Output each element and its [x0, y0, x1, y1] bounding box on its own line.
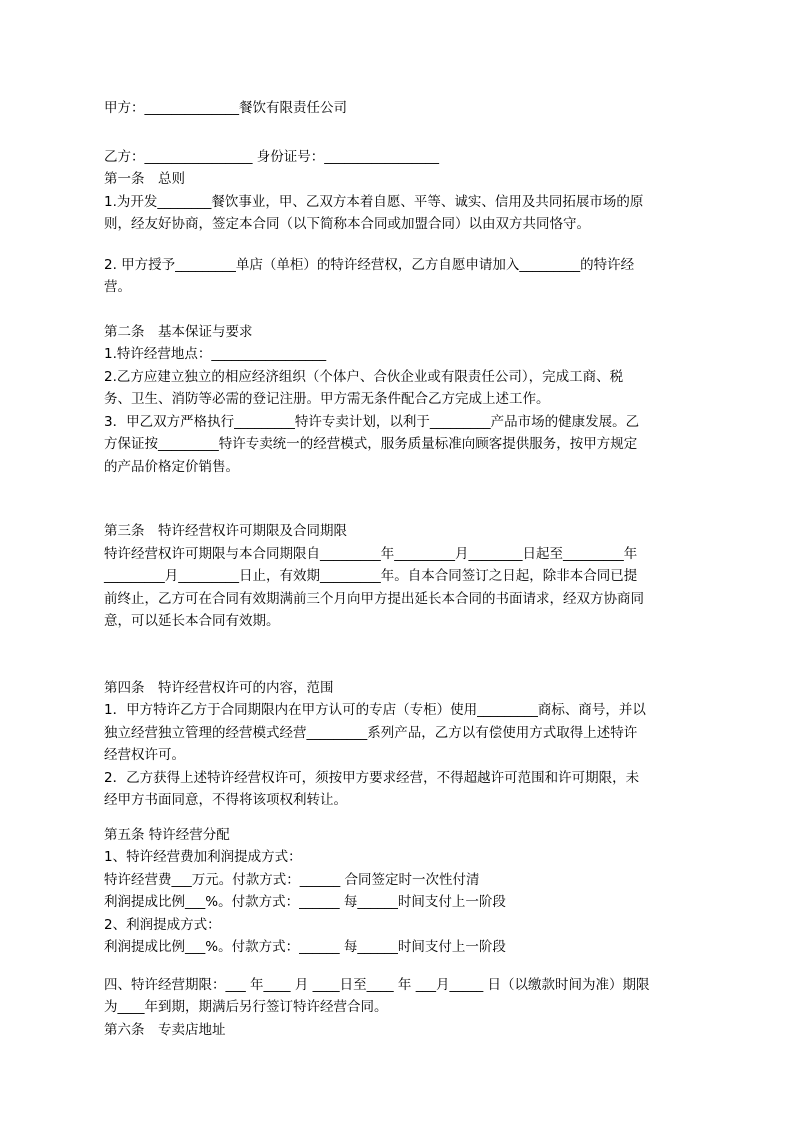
article-2-heading: 第二条 基本保证与要求 — [104, 323, 253, 340]
term-line-cont: 为____年到期，期满后另行签订特许经营合同。 — [104, 999, 388, 1015]
article-3-text-1: 特许经营权许可期限与本合同期限自_________年_________月________日起至_________年 — [104, 545, 638, 562]
article-2-clause-2-cont: 务、卫生、消防等必需的登记注册。甲方需无条件配合乙方完成上述工作。 — [104, 391, 550, 407]
article-4-clause-1-cont: 独立经营独立管理的经营模式经营_________系列产品，乙方以有偿使用方式取得上述特许 — [104, 724, 638, 741]
article-2-clause-2: 2.乙方应建立独立的相应经济组织（个体户、合伙企业或有限责任公司），完成工商、税 — [104, 368, 624, 385]
article-2-clause-3-cont: 方保证按_________特许专卖统一的经营模式，服务质量标准向顾客提供服务，按甲方规定 — [104, 436, 638, 452]
article-3-text-2: _________月_________日止，有效期_________年。自本合同签订之日起，除非本合同已提 — [104, 568, 638, 584]
article-1-heading: 第一条 总则 — [104, 171, 185, 187]
article-5-share-line-2: 利润提成比例___%。付款方式：______ 每______时间支付上一阶段 — [104, 939, 506, 955]
article-4-clause-2-cont: 经甲方书面同意，不得将该项权利转让。 — [104, 792, 347, 808]
article-4-heading: 第四条 特许经营权许可的内容，范围 — [104, 679, 334, 696]
article-5-share-line-1: 利润提成比例___%。付款方式：______ 每______时间支付上一阶段 — [104, 894, 506, 910]
article-1-clause-1-cont: 则，经友好协商，签定本合同（以下简称本合同或加盟合同）以由双方共同恪守。 — [104, 216, 590, 232]
article-5-fee-line: 特许经营费___万元。付款方式：______ 合同签定时一次性付清 — [104, 871, 480, 888]
party-a-line: 甲方：______________餐饮有限责任公司 — [104, 100, 347, 116]
article-1-clause-2: 2. 甲方授予_________单店（单柜）的特许经营权，乙方自愿申请加入_________的特许经 — [104, 256, 635, 273]
article-5-option-2: 2、利润提成方式： — [104, 916, 221, 933]
article-3-heading: 第三条 特许经营权许可期限及合同期限 — [104, 523, 347, 539]
party-b-line: 乙方：________________ 身份证号：_________________ — [104, 148, 440, 165]
article-2-clause-1: 1.特许经营地点：_________________ — [104, 346, 327, 362]
article-4-clause-1-end: 经营权许可。 — [104, 747, 185, 763]
article-5-heading: 第五条 特许经营分配 — [104, 826, 230, 843]
article-3-text-4: 意，可以延长本合同有效期。 — [104, 613, 280, 629]
article-5-option-1: 1、特许经营费加利润提成方式： — [104, 849, 302, 865]
contract-document — [104, 97, 704, 1041]
article-2-clause-3: 3．甲乙双方严格执行_________特许专卖计划，以利于_________产品市场的健康发展。乙 — [104, 413, 640, 430]
article-3-text-3: 前终止，乙方可在合同有效期满前三个月向甲方提出延长本合同的书面请求，经双方协商同 — [104, 590, 644, 607]
article-6-heading: 第六条 专卖店地址 — [104, 1021, 226, 1038]
article-1-clause-2-cont: 营。 — [104, 279, 131, 295]
article-4-clause-2: 2．乙方获得上述特许经营权许可，须按甲方要求经营，不得超越许可范围和许可期限，未 — [104, 769, 640, 786]
term-line: 四、特许经营期限：___ 年____ 月 ____日至____ 年 ___月_____ 日（以缴款时间为准）期限 — [104, 976, 650, 993]
article-1-clause-1: 1.为开发________餐饮事业，甲、乙双方本着自愿、平等、诚实、信用及共同拓展市场的原 — [104, 193, 644, 210]
article-4-clause-1: 1．甲方特许乙方于合同期限内在甲方认可的专店（专柜）使用_________商标、商号，并以 — [104, 702, 646, 718]
article-2-clause-3-end: 的产品价格定价销售。 — [104, 458, 239, 475]
